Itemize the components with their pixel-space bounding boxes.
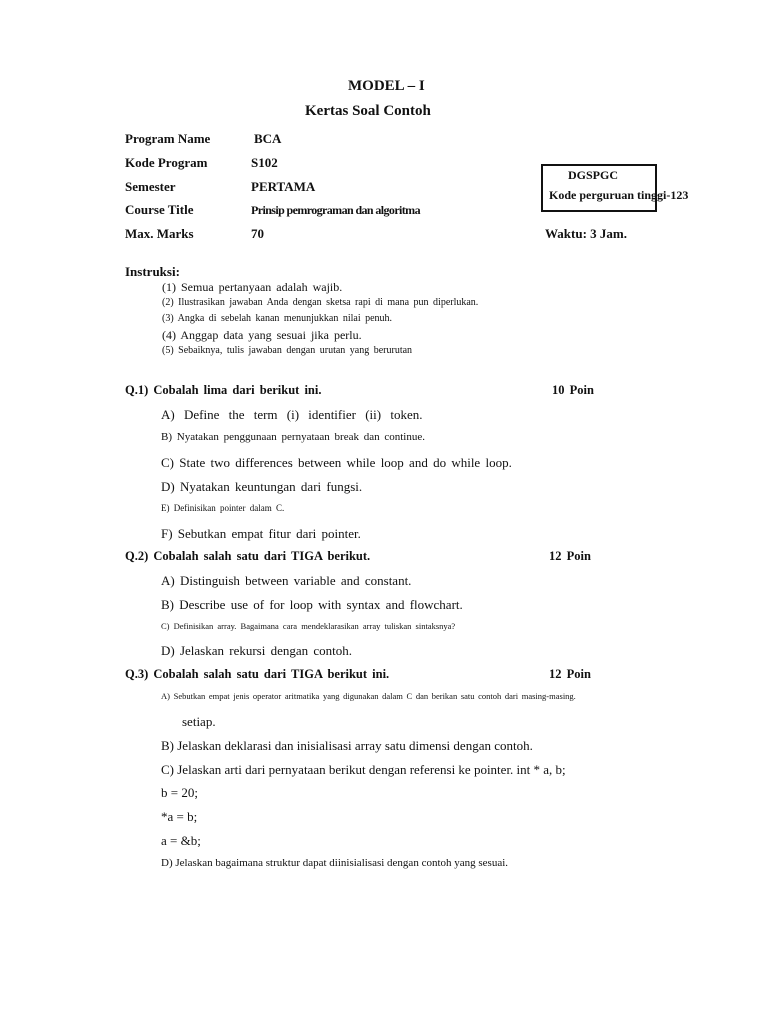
- instructions-heading: Instruksi:: [125, 264, 180, 279]
- question-2-item: A) Distinguish between variable and constant.: [161, 573, 412, 588]
- question-1-item: F) Sebutkan empat fitur dari pointer.: [161, 526, 361, 541]
- question-3-item-b: B) Jelaskan deklarasi dan inisialisasi array satu dimensi dengan contoh.: [161, 738, 533, 753]
- instruction-item: (4) Anggap data yang sesuai jika perlu.: [162, 328, 362, 342]
- meta-label-program-name: Program Name: [125, 131, 211, 146]
- question-2-item: B) Describe use of for loop with syntax and flowchart.: [161, 597, 463, 612]
- question-3-points: 12 Poin: [549, 667, 591, 681]
- instruction-item: (2) Ilustrasikan jawaban Anda dengan sketsa rapi di mana pun diperlukan.: [162, 297, 479, 308]
- exam-duration: Waktu: 3 Jam.: [545, 226, 627, 241]
- question-2-item: C) Definisikan array. Bagaimana cara mendeklarasikan array tuliskan sintaksnya?: [161, 621, 456, 631]
- model-title: MODEL – I: [348, 78, 425, 94]
- question-3-heading: Q.3) Cobalah salah satu dari TIGA berikut ini.: [125, 667, 390, 681]
- code-line: a = &b;: [161, 833, 201, 848]
- instruction-item: (3) Angka di sebelah kanan menunjukkan nilai penuh.: [162, 313, 393, 324]
- meta-value-program-name: BCA: [254, 131, 282, 146]
- question-1-item: C) State two differences between while loop and do while loop.: [161, 455, 512, 470]
- question-1-item: D) Nyatakan keuntungan dari fungsi.: [161, 479, 363, 494]
- paper-subtitle: Kertas Soal Contoh: [305, 103, 431, 119]
- meta-value-max-marks: 70: [251, 226, 264, 241]
- question-3-item-a: A) Sebutkan empat jenis operator aritmatika yang digunakan dalam C dan berikan satu contoh dari masing-masing.: [161, 691, 576, 701]
- question-1-points: 10 Poin: [552, 383, 594, 397]
- question-1-heading: Q.1) Cobalah lima dari berikut ini.: [125, 383, 322, 397]
- question-2-points: 12 Poin: [549, 549, 591, 563]
- instruction-item: (5) Sebaiknya, tulis jawaban dengan urutan yang berurutan: [162, 345, 413, 356]
- question-2-heading: Q.2) Cobalah salah satu dari TIGA berikut.: [125, 549, 371, 563]
- question-1-item: A) Define the term (i) identifier (ii) token.: [161, 407, 423, 422]
- meta-label-max-marks: Max. Marks: [125, 226, 194, 241]
- code-line: *a = b;: [161, 809, 198, 824]
- meta-label-program-code: Kode Program: [125, 155, 208, 170]
- question-1-item: E) Definisikan pointer dalam C.: [161, 503, 285, 513]
- instruction-item: (1) Semua pertanyaan adalah wajib.: [162, 280, 343, 294]
- college-code: Kode perguruan tinggi-123: [549, 188, 689, 202]
- question-3-item-d: D) Jelaskan bagaimana struktur dapat diinisialisasi dengan contoh yang sesuai.: [161, 857, 509, 869]
- meta-label-course-title: Course Title: [125, 202, 194, 217]
- meta-value-program-code: S102: [251, 155, 278, 170]
- meta-value-course-title: Prinsip pemrograman dan algoritma: [251, 203, 420, 217]
- code-line: b = 20;: [161, 785, 198, 800]
- question-3-item-c: C) Jelaskan arti dari pernyataan berikut dengan referensi ke pointer. int * a, b;: [161, 762, 566, 777]
- question-2-item: D) Jelaskan rekursi dengan contoh.: [161, 643, 353, 658]
- meta-label-semester: Semester: [125, 179, 176, 194]
- meta-value-semester: PERTAMA: [251, 179, 316, 194]
- question-1-item: B) Nyatakan penggunaan pernyataan break dan continue.: [161, 431, 425, 443]
- college-name: DGSPGC: [568, 168, 619, 182]
- question-3-item-a-continued: setiap.: [182, 714, 216, 729]
